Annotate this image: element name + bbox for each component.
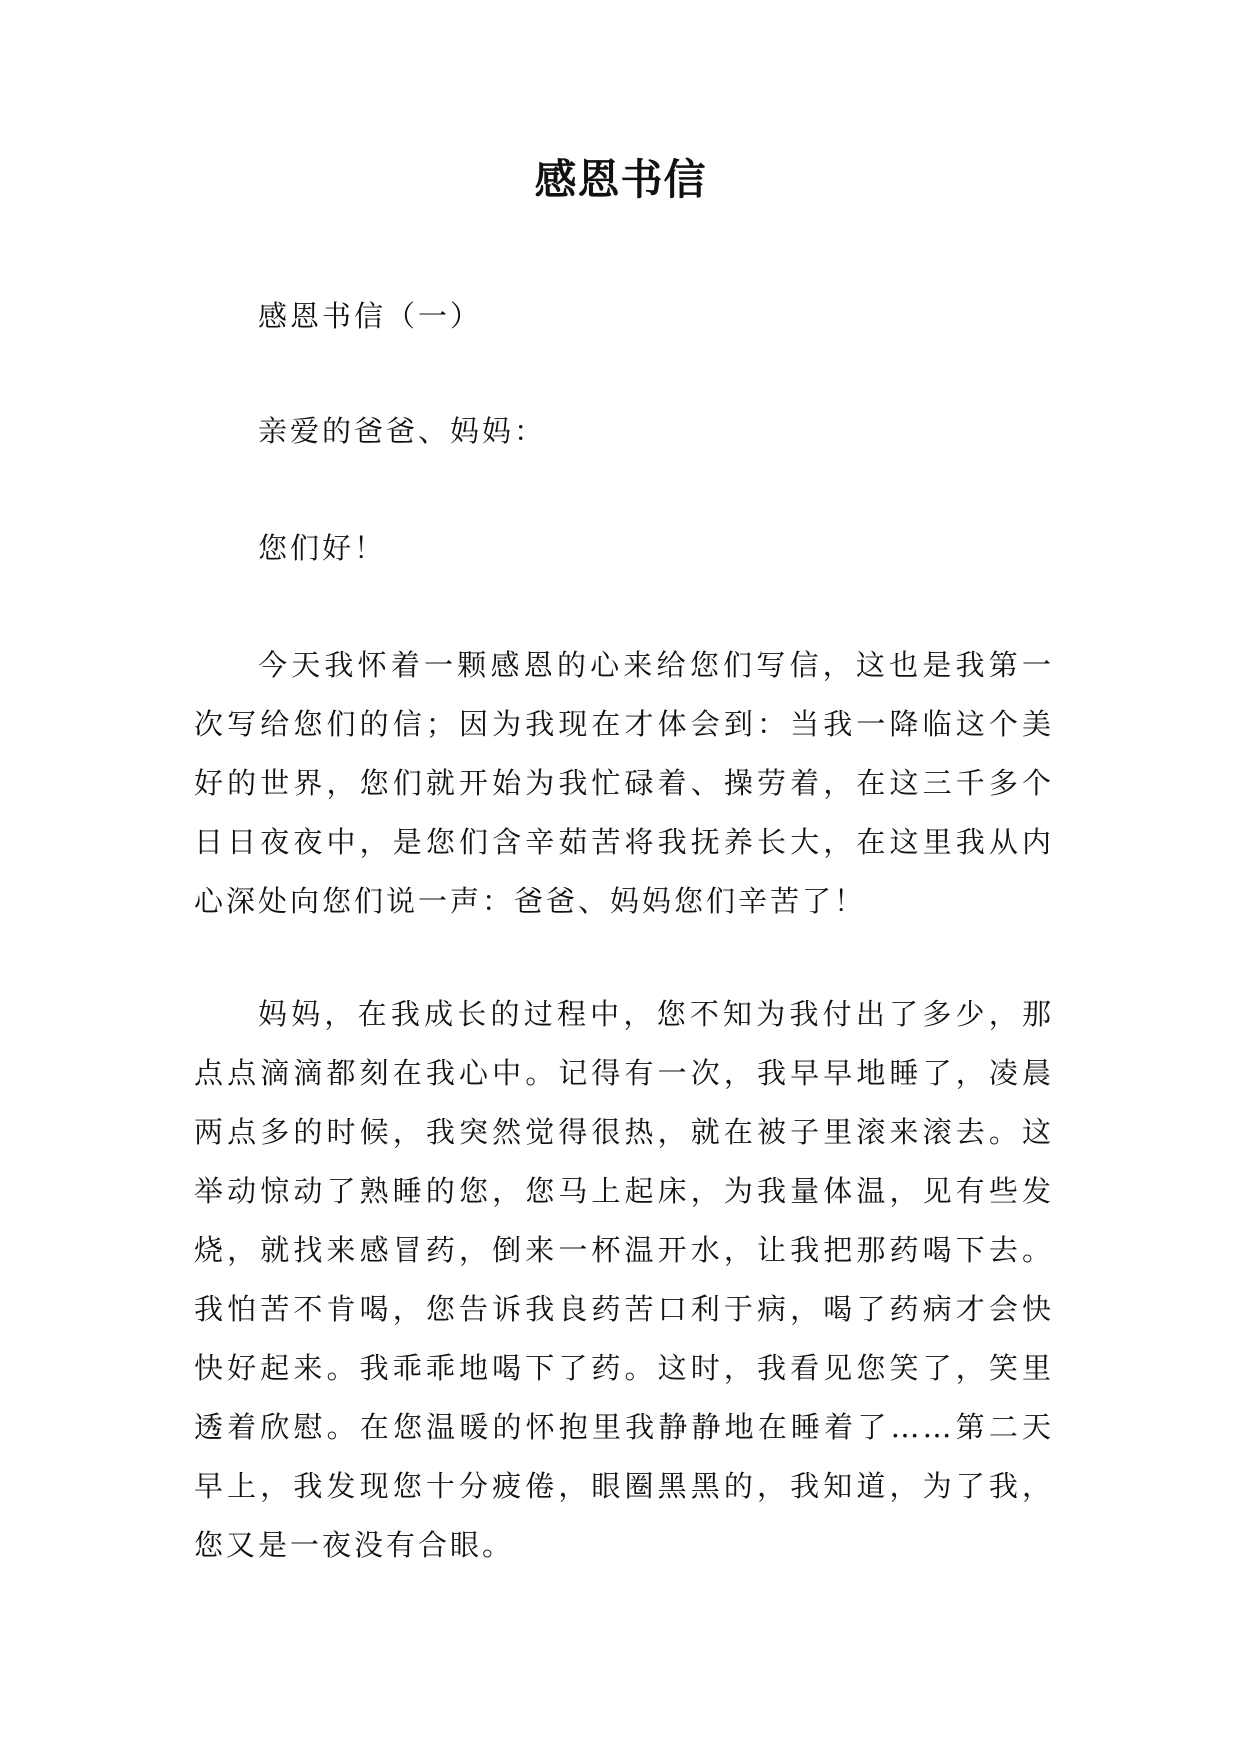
letter-paragraph-1: 今天我怀着一颗感恩的心来给您们写信，这也是我第一次写给您们的信；因为我现在才体会到：当我一降临这个美好的世界，您们就开始为我忙碌着、操劳着，在这三千多个日日夜夜中，是您们含辛茹苦将我抚养长大，在这里我从内心深处向您们说一声：爸爸、妈妈您们辛苦了！ — [194, 648, 1054, 918]
document-title: 感恩书信 — [534, 155, 707, 204]
letter-salutation: 亲爱的爸爸、妈妈： — [258, 414, 547, 448]
letter-paragraph-2: 妈妈，在我成长的过程中，您不知为我付出了多少，那点点滴滴都刻在我心中。记得有一次，我早早地睡了，凌晨两点多的时候，我突然觉得很热，就在被子里滚来滚去。这举动惊动了熟睡的您，您马上起床，为我量体温，见有些发烧，就找来感冒药，倒来一杯温开水，让我把那药喝下去。我怕苦不肯喝，您告诉我良药苦口利于病，喝了药病才会快快好起来。我乖乖地喝下了药。这时，我看见您笑了，笑里透着欣慰。在您温暖的怀抱里我静静地在睡着了……第二天早上，我发现您十分疲倦，眼圈黑黑的，我知道，为了我，您又是一夜没有合眼。 — [194, 997, 1054, 1562]
letter-greeting: 您们好！ — [258, 531, 387, 565]
letter-subtitle: 感恩书信（一） — [258, 299, 483, 333]
